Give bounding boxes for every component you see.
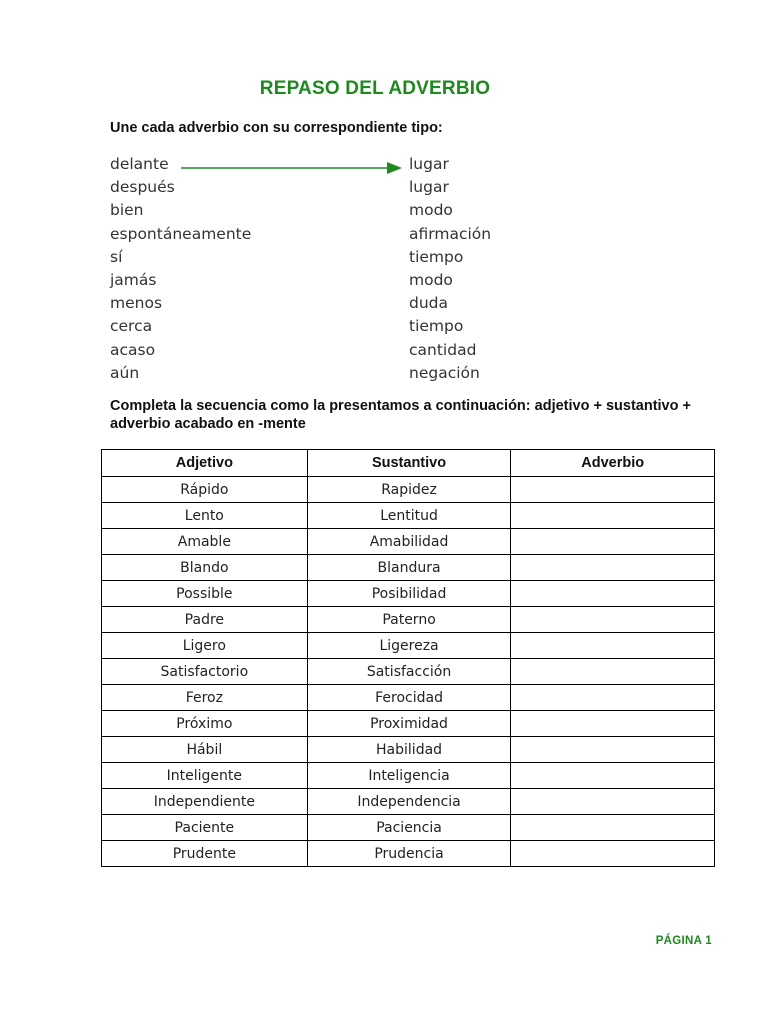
noun-cell: Lentitud [307, 503, 511, 529]
adjective-cell: Amable [102, 529, 308, 555]
adverb-item: acaso [110, 340, 156, 359]
adverb-answer-cell[interactable] [511, 607, 715, 633]
table-row [102, 659, 715, 685]
type-item: modo [409, 201, 453, 220]
adjective-cell: Padre [102, 607, 308, 633]
adjective-cell: Prudente [102, 841, 308, 867]
adverb-item: bien [110, 201, 144, 220]
adjective-cell: Feroz [102, 685, 308, 711]
noun-cell: Inteligencia [307, 763, 511, 789]
noun-cell: Prudencia [307, 841, 511, 867]
table-row [102, 633, 715, 659]
sequence-instruction: Completa la secuencia como la presentamos a continuación: adjetivo + sustantivo + adverbio acabado en -mente [110, 398, 691, 432]
noun-cell: Posibilidad [307, 581, 511, 607]
adverb-item: espontáneamente [110, 224, 252, 243]
adjective-cell: Próximo [102, 711, 308, 737]
adjective-cell: Hábil [102, 737, 308, 763]
adjective-cell: Rápido [102, 477, 308, 503]
adverb-item: menos [110, 294, 163, 313]
adverb-answer-cell[interactable] [511, 555, 715, 581]
adverb-answer-cell[interactable] [511, 789, 715, 815]
type-item: afirmación [409, 224, 492, 243]
noun-cell: Rapidez [307, 477, 511, 503]
adverb-answer-cell[interactable] [511, 633, 715, 659]
type-item: lugar [409, 178, 449, 197]
type-item: tiempo [409, 247, 464, 266]
type-list [409, 153, 491, 385]
table-row [102, 581, 715, 607]
adverb-answer-cell[interactable] [511, 815, 715, 841]
noun-cell: Proximidad [307, 711, 511, 737]
type-item: cantidad [409, 340, 477, 359]
table-row [102, 763, 715, 789]
match-arrow-icon [181, 161, 403, 175]
page-title: REPASO DEL ADVERBIO [259, 78, 491, 99]
adverb-answer-cell[interactable] [511, 711, 715, 737]
noun-cell: Paciencia [307, 815, 511, 841]
adverb-answer-cell[interactable] [511, 737, 715, 763]
adverb-answer-cell[interactable] [511, 763, 715, 789]
type-item: modo [409, 271, 453, 290]
page-number: PÁGINA 1 [655, 935, 712, 947]
noun-cell: Habilidad [307, 737, 511, 763]
noun-cell: Satisfacción [307, 659, 511, 685]
adverb-table [101, 449, 715, 867]
adverb-item: sí [110, 247, 123, 266]
matching-instruction: Une cada adverbio con su correspondiente tipo: [110, 120, 443, 136]
adjective-cell: Satisfactorio [102, 659, 308, 685]
header-adjetivo: Adjetivo [102, 450, 308, 477]
table-row [102, 711, 715, 737]
table-row [102, 555, 715, 581]
table-row [102, 789, 715, 815]
noun-cell: Ferocidad [307, 685, 511, 711]
adjective-cell: Inteligente [102, 763, 308, 789]
adverb-item: después [110, 178, 175, 197]
type-item: duda [409, 294, 448, 313]
adverb-item: delante [110, 155, 169, 173]
adverb-item: jamás [110, 271, 157, 290]
table-row [102, 607, 715, 633]
header-sustantivo: Sustantivo [307, 450, 511, 477]
adverb-answer-cell[interactable] [511, 685, 715, 711]
adverb-answer-cell[interactable] [511, 659, 715, 685]
adverb-answer-cell[interactable] [511, 503, 715, 529]
type-item: lugar [409, 155, 449, 173]
table-header-row [102, 450, 715, 477]
table-row [102, 503, 715, 529]
adjective-cell: Lento [102, 503, 308, 529]
table-row [102, 529, 715, 555]
adjective-cell: Independiente [102, 789, 308, 815]
header-adverbio: Adverbio [511, 450, 715, 477]
noun-cell: Blandura [307, 555, 511, 581]
adverb-item: aún [110, 363, 140, 382]
adjective-cell: Paciente [102, 815, 308, 841]
table-row [102, 477, 715, 503]
noun-cell: Amabilidad [307, 529, 511, 555]
adverb-answer-cell[interactable] [511, 529, 715, 555]
adverb-answer-cell[interactable] [511, 841, 715, 867]
table-row [102, 737, 715, 763]
noun-cell: Independencia [307, 789, 511, 815]
type-item: tiempo [409, 317, 464, 336]
adjective-cell: Blando [102, 555, 308, 581]
table-row [102, 685, 715, 711]
type-item: negación [409, 363, 480, 382]
adjective-cell: Ligero [102, 633, 308, 659]
noun-cell: Paterno [307, 607, 511, 633]
adverb-item: cerca [110, 317, 153, 336]
noun-cell: Ligereza [307, 633, 511, 659]
table-row [102, 815, 715, 841]
adverb-answer-cell[interactable] [511, 477, 715, 503]
adverb-list [110, 153, 251, 385]
adverb-answer-cell[interactable] [511, 581, 715, 607]
adjective-cell: Possible [102, 581, 308, 607]
table-row [102, 841, 715, 867]
